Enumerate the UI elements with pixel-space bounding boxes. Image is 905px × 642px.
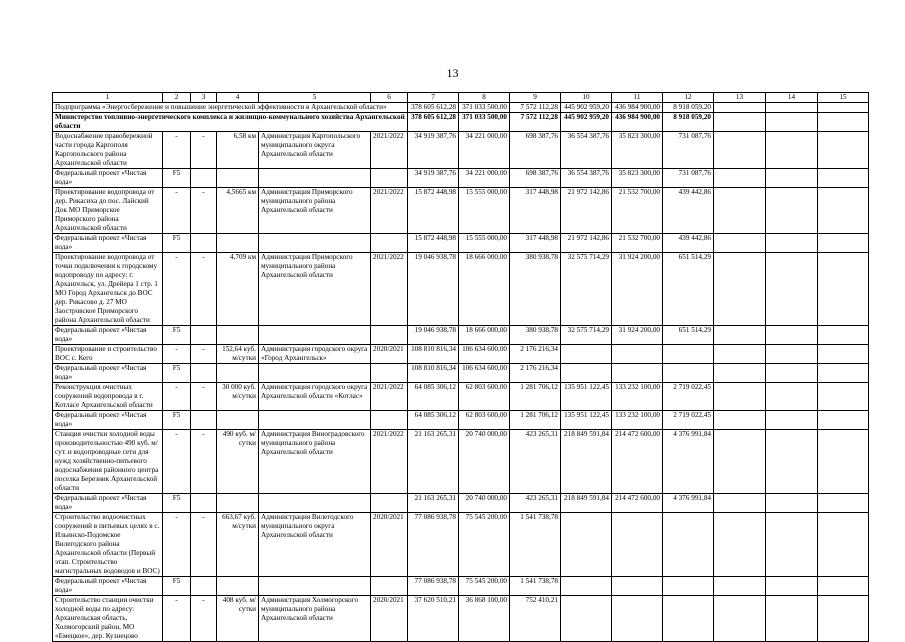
- table-cell-c6: [371, 234, 408, 253]
- header-cell: 12: [663, 93, 714, 103]
- table-cell-c7: 37 620 510,21: [408, 596, 459, 642]
- table-cell-c5: Администрация городского округа Архангельской области «Котлас»: [259, 383, 371, 411]
- table-cell-c15: [818, 234, 869, 253]
- table-cell-c5: Администрация Приморского муниципального района Архангельской области: [259, 188, 371, 234]
- table-cell-c14: [766, 494, 818, 513]
- table-cell-c14: [766, 577, 818, 596]
- header-cell: 2: [163, 93, 191, 103]
- table-cell-c6: 2021/2022: [371, 188, 408, 234]
- table-cell-c15: [818, 169, 869, 188]
- table-cell-c3: -: [191, 383, 217, 411]
- table-cell-c4: 408 куб. м/сутки: [217, 596, 259, 642]
- table-cell-c1: Водоснабжение правобережной части города Каргополя Каргопольского района Архангельской области: [53, 132, 163, 169]
- table-cell-c3: [191, 364, 217, 383]
- table-cell-c4: [217, 577, 259, 596]
- header-cell: 6: [371, 93, 408, 103]
- table-cell-c15: [818, 430, 869, 494]
- table-cell-c6: [371, 169, 408, 188]
- table-cell-c2: F5: [163, 234, 191, 253]
- table-cell-c9: 423 265,31: [510, 430, 561, 494]
- table-cell-c13: [714, 577, 766, 596]
- table-cell-c1: Федеральный проект «Чистая вода»: [53, 494, 163, 513]
- table-cell-c8: 75 545 200,00: [459, 577, 510, 596]
- header-cell: 13: [714, 93, 766, 103]
- table-cell-c7: 15 872 448,98: [408, 188, 459, 234]
- table-cell-c8: 34 221 000,00: [459, 169, 510, 188]
- empty-cell: [766, 113, 818, 132]
- table-cell-c4: [217, 411, 259, 430]
- project-row: [53, 188, 869, 234]
- table-cell-c9: 423 265,31: [510, 494, 561, 513]
- project-row: [53, 383, 869, 411]
- table-cell-c8: 15 555 000,00: [459, 188, 510, 234]
- table-cell-c11: 214 472 600,00: [612, 494, 663, 513]
- table-cell-c2: F5: [163, 411, 191, 430]
- table-cell-c1: Федеральный проект «Чистая вода»: [53, 577, 163, 596]
- table-cell-c3: -: [191, 188, 217, 234]
- table-cell-c9: 752 410,21: [510, 596, 561, 642]
- table-cell-c3: [191, 577, 217, 596]
- empty-cell: [714, 113, 766, 132]
- table-cell-c7: 34 919 387,76: [408, 169, 459, 188]
- table-cell-c12: 4 376 991,84: [663, 430, 714, 494]
- table-cell-c9: 1 541 738,78: [510, 513, 561, 577]
- header-cell: 8: [459, 93, 510, 103]
- table-cell-c2: -: [163, 253, 191, 326]
- table-cell-c7: 34 919 387,76: [408, 132, 459, 169]
- empty-cell: [818, 113, 869, 132]
- table-cell-c5: [259, 494, 371, 513]
- ministry-row: [53, 113, 869, 132]
- table-cell-c12: [663, 345, 714, 364]
- table-cell-c11: 31 924 200,00: [612, 253, 663, 326]
- table-cell-c13: [714, 513, 766, 577]
- table-cell-c15: [818, 411, 869, 430]
- table-cell-c8: 106 634 600,00: [459, 345, 510, 364]
- table-cell-c14: [766, 188, 818, 234]
- table-cell-c9: 1 541 738,78: [510, 577, 561, 596]
- table-cell-c2: F5: [163, 577, 191, 596]
- table-cell-c8: 20 740 000,00: [459, 430, 510, 494]
- table-cell-c3: -: [191, 513, 217, 577]
- table-cell-c2: F5: [163, 326, 191, 345]
- table-cell-c2: F5: [163, 169, 191, 188]
- table-cell-c7: 108 810 816,34: [408, 345, 459, 364]
- table-cell-c10: 36 554 387,76: [561, 169, 612, 188]
- table-cell-c1: Строительство водоочистных сооружений в питьевых целях в с. Ильинско-Подомское Вилегодского района Архангельской области (Первый этап. Строительство магистральных водоводов и ВОС): [53, 513, 163, 577]
- header-cell: 14: [766, 93, 818, 103]
- table-cell-c9: 698 387,76: [510, 169, 561, 188]
- table-cell-c14: [766, 513, 818, 577]
- table-cell-c8: 20 740 000,00: [459, 494, 510, 513]
- table-cell-c5: Администрация Вилегодского муниципального округа Архангельской области: [259, 513, 371, 577]
- table-cell-c13: [714, 364, 766, 383]
- federal-project-row: [53, 169, 869, 188]
- table-cell-c9: 317 448,98: [510, 234, 561, 253]
- table-cell-c6: 2021/2022: [371, 383, 408, 411]
- project-row: [53, 513, 869, 577]
- header-cell: 3: [191, 93, 217, 103]
- project-row: [53, 253, 869, 326]
- table-cell-c14: [766, 253, 818, 326]
- table-cell-c4: 152,64 куб. м/сутки: [217, 345, 259, 364]
- table-cell-c2: F5: [163, 494, 191, 513]
- subprogram-value: 371 033 500,00: [459, 103, 510, 113]
- table-cell-c7: 108 810 816,34: [408, 364, 459, 383]
- table-cell-c9: 317 448,98: [510, 188, 561, 234]
- table-cell-c7: 21 163 265,31: [408, 430, 459, 494]
- header-cell: 5: [259, 93, 371, 103]
- table-cell-c2: -: [163, 132, 191, 169]
- ministry-value: 7 572 112,28: [510, 113, 561, 132]
- table-cell-c12: [663, 364, 714, 383]
- table-cell-c11: [612, 364, 663, 383]
- header-cell: 10: [561, 93, 612, 103]
- table-cell-c13: [714, 494, 766, 513]
- table-cell-c4: 30 000 куб. м/сутки: [217, 383, 259, 411]
- table-cell-c6: 2021/2022: [371, 253, 408, 326]
- table-cell-c12: 2 719 022,45: [663, 411, 714, 430]
- federal-project-row: [53, 364, 869, 383]
- table-cell-c9: 1 281 706,12: [510, 383, 561, 411]
- table-cell-c8: 75 545 200,00: [459, 513, 510, 577]
- table-cell-c4: [217, 364, 259, 383]
- table-cell-c11: 133 232 100,00: [612, 411, 663, 430]
- table-cell-c11: 35 823 300,00: [612, 132, 663, 169]
- table-cell-c1: Станция очистки холодной воды производительностью 490 куб. м/сут. и водопроводные сети для нужд хозяйственно-питьевого водоснабжения районного центра поселка Березник Архангельской области: [53, 430, 163, 494]
- table-cell-c1: Строительство станции очистки холодной воды по адресу: Архангельская область, Холмогорский район, МО «Емецкое», дер. Кузнецово: [53, 596, 163, 642]
- table-cell-c5: [259, 234, 371, 253]
- header-cell: 11: [612, 93, 663, 103]
- table-cell-c4: 663,67 куб. м/сутки: [217, 513, 259, 577]
- table-cell-c14: [766, 430, 818, 494]
- empty-cell: [714, 103, 766, 113]
- table-cell-c10: 135 951 122,45: [561, 411, 612, 430]
- header-cell: 7: [408, 93, 459, 103]
- table-cell-c4: 4,709 км: [217, 253, 259, 326]
- table-cell-c13: [714, 234, 766, 253]
- table-cell-c3: [191, 494, 217, 513]
- ministry-value: 445 902 959,20: [561, 113, 612, 132]
- table-cell-c5: [259, 364, 371, 383]
- table-cell-c4: [217, 234, 259, 253]
- table-cell-c2: -: [163, 513, 191, 577]
- table-cell-c13: [714, 253, 766, 326]
- budget-table: [52, 92, 869, 642]
- table-cell-c15: [818, 326, 869, 345]
- table-cell-c14: [766, 234, 818, 253]
- header-cell: 1: [53, 93, 163, 103]
- table-cell-c6: 2021/2022: [371, 132, 408, 169]
- table-cell-c12: 439 442,86: [663, 234, 714, 253]
- table-cell-c14: [766, 411, 818, 430]
- table-cell-c15: [818, 494, 869, 513]
- table-cell-c13: [714, 169, 766, 188]
- table-cell-c14: [766, 326, 818, 345]
- table-cell-c11: [612, 513, 663, 577]
- table-cell-c1: Проектирование водопровода от дер. Рикасиха до пос. Лайский Док МО Приморское Приморского района Архангельской области: [53, 188, 163, 234]
- subprogram-label: Подпрограмма «Энергосбережение и повышение энергетической эффективности в Архангельской области»: [53, 103, 408, 113]
- table-cell-c12: 439 442,86: [663, 188, 714, 234]
- table-cell-c13: [714, 132, 766, 169]
- project-row: [53, 132, 869, 169]
- table-cell-c7: 21 163 265,31: [408, 494, 459, 513]
- header-cell: 9: [510, 93, 561, 103]
- table-cell-c8: 34 221 000,00: [459, 132, 510, 169]
- table-cell-c11: 35 823 300,00: [612, 169, 663, 188]
- table-cell-c10: [561, 364, 612, 383]
- table-cell-c10: [561, 513, 612, 577]
- table-cell-c10: [561, 577, 612, 596]
- header-row: [53, 93, 869, 103]
- table-cell-c2: -: [163, 345, 191, 364]
- table-cell-c4: 4,5665 км: [217, 188, 259, 234]
- federal-project-row: [53, 577, 869, 596]
- table-cell-c13: [714, 596, 766, 642]
- table-cell-c10: [561, 596, 612, 642]
- table-cell-c11: 21 532 700,00: [612, 234, 663, 253]
- table-cell-c12: [663, 513, 714, 577]
- table-cell-c3: [191, 234, 217, 253]
- table-cell-c10: 218 849 591,84: [561, 494, 612, 513]
- table-cell-c5: Администрация Холмогорского муниципального района Архангельской области: [259, 596, 371, 642]
- subprogram-row: [53, 103, 869, 113]
- federal-project-row: [53, 234, 869, 253]
- table-cell-c13: [714, 383, 766, 411]
- table-cell-c11: 21 532 700,00: [612, 188, 663, 234]
- table-cell-c9: 2 176 216,34: [510, 364, 561, 383]
- table-cell-c15: [818, 364, 869, 383]
- table-cell-c2: F5: [163, 364, 191, 383]
- table-cell-c14: [766, 364, 818, 383]
- table-cell-c6: 2020/2021: [371, 345, 408, 364]
- table-cell-c12: 2 719 022,45: [663, 383, 714, 411]
- table-cell-c4: [217, 326, 259, 345]
- table-cell-c1: Федеральный проект «Чистая вода»: [53, 326, 163, 345]
- table-cell-c15: [818, 577, 869, 596]
- table-cell-c2: -: [163, 188, 191, 234]
- table-cell-c15: [818, 188, 869, 234]
- table-cell-c11: 214 472 600,00: [612, 430, 663, 494]
- table-cell-c11: 133 232 100,00: [612, 383, 663, 411]
- table-cell-c4: [217, 494, 259, 513]
- table-cell-c10: 135 951 122,45: [561, 383, 612, 411]
- table-cell-c13: [714, 345, 766, 364]
- table-cell-c1: Реконструкция очистных сооружений водопровода в г. Котласе Архангельской области: [53, 383, 163, 411]
- table-cell-c4: 490 куб. м/сутки: [217, 430, 259, 494]
- table-cell-c3: -: [191, 253, 217, 326]
- table-cell-c10: 32 575 714,29: [561, 253, 612, 326]
- table-cell-c6: 2020/2021: [371, 513, 408, 577]
- table-cell-c6: [371, 326, 408, 345]
- table-cell-c5: [259, 169, 371, 188]
- table-cell-c1: Федеральный проект «Чистая вода»: [53, 169, 163, 188]
- table-cell-c2: -: [163, 430, 191, 494]
- header-cell: 4: [217, 93, 259, 103]
- table-cell-c12: 731 087,76: [663, 169, 714, 188]
- table-cell-c9: 380 938,78: [510, 326, 561, 345]
- federal-project-row: [53, 326, 869, 345]
- table-cell-c9: 2 176 216,34: [510, 345, 561, 364]
- table-cell-c3: -: [191, 345, 217, 364]
- table-cell-c6: 2020/2021: [371, 596, 408, 642]
- table-cell-c15: [818, 132, 869, 169]
- table-cell-c14: [766, 132, 818, 169]
- ministry-label: Министерство топливно-энергетического комплекса и жилищно-коммунального хозяйства Архангельской области: [53, 113, 408, 132]
- project-row: [53, 430, 869, 494]
- table-cell-c1: Проектирование и строительство ВОС с. Кего: [53, 345, 163, 364]
- table-cell-c10: 21 972 142,86: [561, 234, 612, 253]
- table-cell-c6: [371, 494, 408, 513]
- table-cell-c15: [818, 345, 869, 364]
- table-cell-c9: 380 938,78: [510, 253, 561, 326]
- ministry-value: 8 918 059,20: [663, 113, 714, 132]
- table-cell-c12: 651 514,29: [663, 253, 714, 326]
- table-cell-c7: 19 046 938,78: [408, 253, 459, 326]
- table-cell-c5: Администрация Каргопольского муниципального округа Архангельской области: [259, 132, 371, 169]
- table-cell-c9: 1 281 706,12: [510, 411, 561, 430]
- table-cell-c10: 218 849 591,84: [561, 430, 612, 494]
- ministry-value: 378 605 612,28: [408, 113, 459, 132]
- table-cell-c8: 18 666 000,00: [459, 253, 510, 326]
- table-cell-c5: [259, 411, 371, 430]
- table-cell-c8: 106 634 600,00: [459, 364, 510, 383]
- table-cell-c8: 15 555 000,00: [459, 234, 510, 253]
- table-cell-c1: Федеральный проект «Чистая вода»: [53, 411, 163, 430]
- table-cell-c3: [191, 326, 217, 345]
- table-cell-c6: 2021/2022: [371, 430, 408, 494]
- table-cell-c9: 698 387,76: [510, 132, 561, 169]
- table-cell-c11: 31 924 200,00: [612, 326, 663, 345]
- subprogram-value: 8 918 059,20: [663, 103, 714, 113]
- page-number: 13: [446, 66, 459, 80]
- subprogram-value: 445 902 959,20: [561, 103, 612, 113]
- table-cell-c5: Администрация Приморского муниципального района Архангельской области: [259, 253, 371, 326]
- table-cell-c7: 15 872 448,98: [408, 234, 459, 253]
- table-cell-c7: 64 085 306,12: [408, 383, 459, 411]
- table-cell-c12: [663, 596, 714, 642]
- table-cell-c7: 19 046 938,78: [408, 326, 459, 345]
- table-cell-c7: 77 086 938,78: [408, 513, 459, 577]
- table-cell-c5: [259, 577, 371, 596]
- table-cell-c13: [714, 430, 766, 494]
- table-cell-c3: [191, 169, 217, 188]
- table-cell-c7: 77 086 938,78: [408, 577, 459, 596]
- table-cell-c15: [818, 253, 869, 326]
- table-cell-c10: 36 554 387,76: [561, 132, 612, 169]
- table-cell-c1: Федеральный проект «Чистая вода»: [53, 234, 163, 253]
- table-cell-c10: 21 972 142,86: [561, 188, 612, 234]
- project-row: [53, 596, 869, 642]
- table-body: [53, 93, 869, 642]
- table-cell-c12: 731 087,76: [663, 132, 714, 169]
- table-cell-c14: [766, 383, 818, 411]
- table-cell-c8: 62 803 600,00: [459, 411, 510, 430]
- table-cell-c1: Федеральный проект «Чистая вода»: [53, 364, 163, 383]
- table-cell-c2: -: [163, 383, 191, 411]
- subprogram-value: 436 984 900,00: [612, 103, 663, 113]
- table-cell-c13: [714, 326, 766, 345]
- table-cell-c3: -: [191, 596, 217, 642]
- ministry-value: 436 984 900,00: [612, 113, 663, 132]
- table-cell-c4: 6,58 км: [217, 132, 259, 169]
- table-cell-c10: 32 575 714,29: [561, 326, 612, 345]
- table-cell-c11: [612, 596, 663, 642]
- table-cell-c12: 651 514,29: [663, 326, 714, 345]
- federal-project-row: [53, 494, 869, 513]
- table-cell-c5: Администрация городского округа «Город Архангельск»: [259, 345, 371, 364]
- table-cell-c5: Администрация Виноградовского муниципального района Архангельской области: [259, 430, 371, 494]
- table-cell-c13: [714, 188, 766, 234]
- table-cell-c6: [371, 364, 408, 383]
- federal-project-row: [53, 411, 869, 430]
- table-cell-c14: [766, 345, 818, 364]
- subprogram-value: 7 572 112,28: [510, 103, 561, 113]
- header-cell: 15: [818, 93, 869, 103]
- empty-cell: [766, 103, 818, 113]
- table-cell-c5: [259, 326, 371, 345]
- table-cell-c7: 64 085 306,12: [408, 411, 459, 430]
- table-cell-c6: [371, 577, 408, 596]
- empty-cell: [818, 103, 869, 113]
- table-cell-c1: Проектирование водопровода от точки подключения к городскому водопроводу по адресу: г. Архангельск, ул. Дрейера 1 стр. 1 МО Город Архангельск до ВОС дер. Рикасово д. 27 МО Заостровское Приморского района Архангельской области: [53, 253, 163, 326]
- table-cell-c3: -: [191, 430, 217, 494]
- table-cell-c15: [818, 513, 869, 577]
- project-row: [53, 345, 869, 364]
- table-cell-c15: [818, 383, 869, 411]
- ministry-value: 371 033 500,00: [459, 113, 510, 132]
- table-cell-c4: [217, 169, 259, 188]
- table-cell-c3: -: [191, 132, 217, 169]
- table-cell-c14: [766, 596, 818, 642]
- table-cell-c12: 4 376 991,84: [663, 494, 714, 513]
- subprogram-value: 378 605 612,28: [408, 103, 459, 113]
- table-cell-c10: [561, 345, 612, 364]
- table-cell-c8: 36 868 100,00: [459, 596, 510, 642]
- table-cell-c3: [191, 411, 217, 430]
- table-cell-c11: [612, 577, 663, 596]
- table-cell-c14: [766, 169, 818, 188]
- table-cell-c13: [714, 411, 766, 430]
- table-cell-c8: 18 666 000,00: [459, 326, 510, 345]
- table-cell-c6: [371, 411, 408, 430]
- table-cell-c8: 62 803 600,00: [459, 383, 510, 411]
- table-cell-c12: [663, 577, 714, 596]
- table-cell-c15: [818, 596, 869, 642]
- table-cell-c11: [612, 345, 663, 364]
- table-cell-c2: -: [163, 596, 191, 642]
